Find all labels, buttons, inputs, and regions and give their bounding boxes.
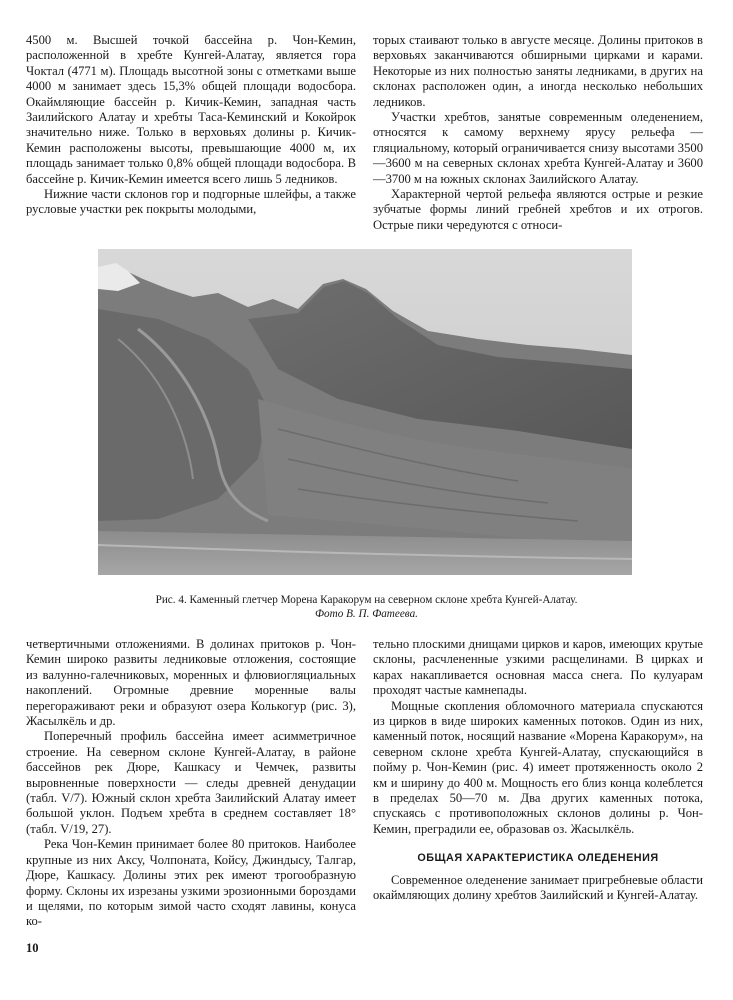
mountain-photo — [98, 249, 632, 575]
paragraph: Участки хребтов, занятые современным оледенением, относятся к самому верхнему ярусу рельефа — гляциальному, который ограничивается снизу высотами 3500—3600 м на северных склонах хребта Кунгей-Алатау и 3600—3700 м на южных склонах Заилийского Алатау. — [373, 110, 703, 186]
page-number: 10 — [26, 941, 39, 955]
paragraph: четвертичными отложениями. В долинах притоков р. Чон-Кемин широко развиты ледниковые отложения, состоящие из валунно-галечниковых, моренных и флювиогляциальных накоплений. Огромные древние моренные валы перегораживают реки и образуют озера Колькогур (рис. 3), Жасылкёль и др. — [26, 637, 356, 729]
paragraph: Характерной чертой рельефа являются острые и резкие зубчатые формы линий гребней хребтов и их отрогов. Острые пики чередуются с относи- — [373, 187, 703, 232]
paragraph: Мощные скопления обломочного материала спускаются из цирков в виде широких каменных потоков. Один из них, каменный поток, носящий название «Морена Каракорум», на северном склоне хребта Кунгей-Алатау, спускающийся в пойму р. Чон-Кемин (рис. 4) имеет протяженность около 2 км и ширину до 400 м. Мощность его близ конца колеблется в пределах 50—70 м. Два других каменных потока, спускаясь с противоположных склонов долины р. Чон-Кемин, преградили ее, образовав оз. Жасылкёль. — [373, 698, 703, 836]
column-bottom-right — [373, 637, 703, 904]
paragraph: 4500 м. Высшей точкой бассейна р. Чон-Кемин, расположенной в хребте Кунгей-Алатау, является гора Чоктал (4771 м). Площадь высотной зоны с отметками выше 4000 м занимает здесь 15,3% общей площади водосбора. Окаймляющие бассейн р. Кичик-Кемин, западная часть Заилийского Алатау и хребты Таса-Кеминский и Кокойрок значительно ниже. Только в верховьях долины р. Кичик-Кемин расположены высоты, превышающие 4000 м, их площадь занимает только 0,8% общей площади водосбора. В бассейне р. Кичик-Кемин имеется всего лишь 5 ледников. — [26, 33, 356, 186]
paragraph: Река Чон-Кемин принимает более 80 притоков. Наиболее крупные из них Аксу, Чолпоната, Койсу, Джиндысу, Талгар, Дюре, Кашкасу. Долины этих рек имеют трогообразную форму. Склоны их изрезаны узкими эрозионными бороздами и щелями, по которым зимой часто сходят лавины, конуса ко- — [26, 837, 356, 929]
photo-credit: Фото В. П. Фатеева. — [315, 608, 418, 620]
column-bottom-left — [26, 637, 356, 930]
paragraph: Нижние части склонов гор и подгорные шлейфы, а также русловые участки рек покрыты молодыми, — [26, 187, 356, 217]
caption-text: Рис. 4. Каменный глетчер Морена Каракорум на северном склоне хребта Кунгей-Алатау. — [155, 594, 578, 606]
paragraph: Поперечный профиль бассейна имеет асимметричное строение. На северном склоне Кунгей-Алатау, в районе бассейнов рек Дюре, Кашкасу и Чемчек, развиты выровненные поверхности — следы древней денудации (табл. V/7). Южный склон хребта Заилийский Алатау имеет большой уклон. Подъем хребта в среднем составляет 18° (табл. V/19, 27). — [26, 729, 356, 836]
paragraph: Современное оледенение занимает пригребневые области окаймляющих долину хребтов Заилийский и Кунгей-Алатау. — [373, 872, 703, 903]
column-top-right — [373, 33, 703, 233]
paragraph: тельно плоскими днищами цирков и каров, имеющих крутые склоны, расчлененные узкими расщелинами. В цирках и карах накапливается основная масса снега. По кулуарам проходят частые камнепады. — [373, 637, 703, 698]
figure-caption — [40, 593, 693, 621]
section-heading: ОБЩАЯ ХАРАКТЕРИСТИКА ОЛЕДЕНЕНИЯ — [417, 852, 659, 865]
column-top-left — [26, 33, 356, 218]
paragraph: торых стаивают только в августе месяце. Долины притоков в верховьях заканчиваются обширными цирками и карами. Некоторые из них полностью заняты ледниками, в других на склонах расположен один, а иногда несколько небольших ледников. — [373, 33, 703, 109]
